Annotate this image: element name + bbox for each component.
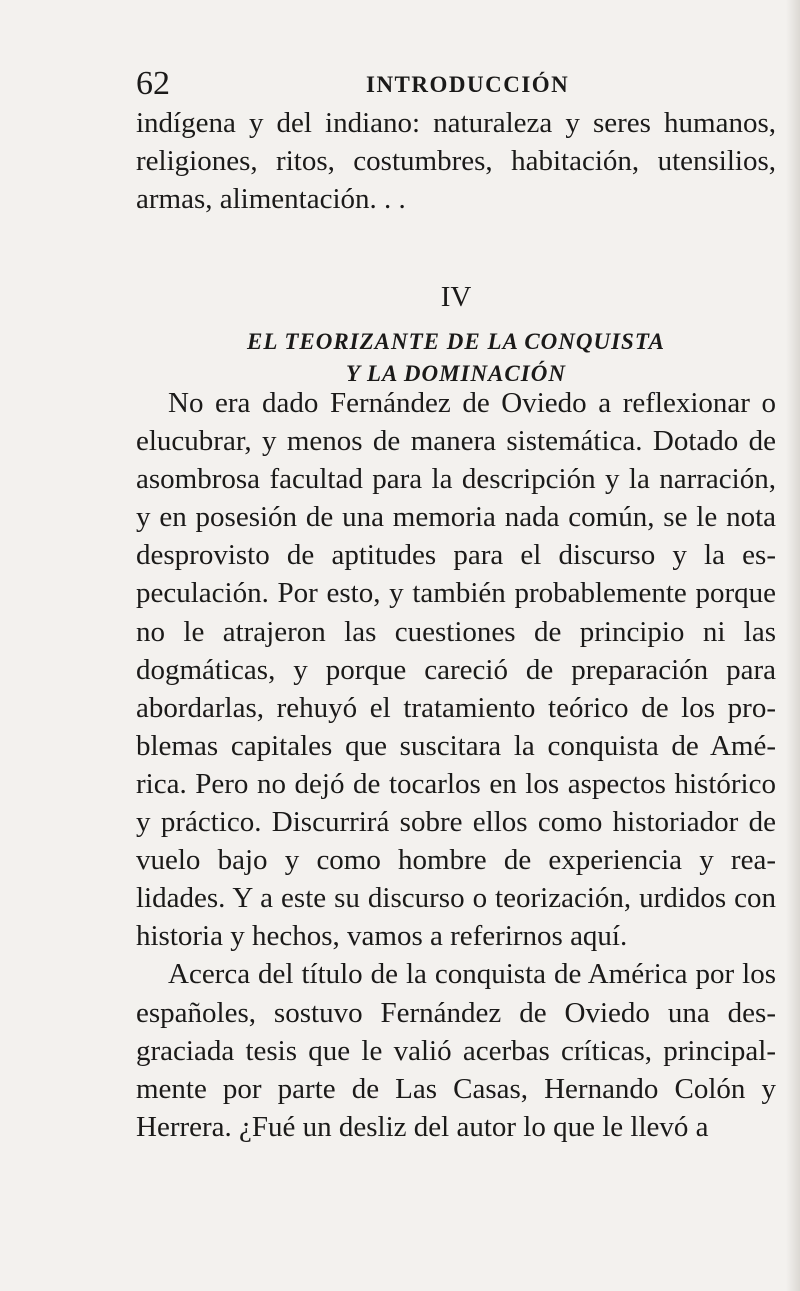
chapter-body bbox=[136, 384, 776, 1146]
intro-paragraph-block bbox=[136, 104, 776, 218]
body-paragraph-2: Acerca del título de la conquista de América por los españoles, sostuvo Fernández de Oviedo una desgraciada tesis que le valió acerbas críticas, principalmente por parte de Las Casas, Hernando Colón y Herrera. ¿Fué un desliz del autor lo que le llevó a bbox=[136, 958, 776, 1143]
intro-paragraph: indígena y del indiano: naturaleza y seres humanos, religiones, ritos, costumbres, habitación, utensilios, armas, alimentación. . . bbox=[136, 107, 776, 215]
chapter-title-line-2: Y LA DOMINACIÓN bbox=[346, 361, 566, 386]
chapter-title bbox=[136, 326, 776, 390]
body-paragraph-1: No era dado Fernández de Oviedo a reflexionar o elucubrar, y menos de manera sistemática. Dotado de asombrosa facultad para la descripción y la narración, y en posesión de una memoria nada común, se le nota desprovisto de aptitudes para el discurso y la especulación. Por esto, y también probablemente porque no le atrajeron las cuestiones de principio ni las dogmáticas, y porque careció de preparación para abordarlas, rehuyó el tratamiento teórico de los problemas capitales que suscitara la conquista de América. Pero no dejó de tocarlos en los aspectos histórico y práctico. Discurrirá sobre ellos como historiador de vuelo bajo y como hombre de experiencia y realidades. Y a este su discurso o teorización, urdidos con historia y hechos, vamos a referirnos aquí. bbox=[136, 387, 776, 953]
running-head bbox=[136, 62, 776, 106]
page-edge-shadow bbox=[786, 0, 800, 1291]
page-number: 62 bbox=[136, 65, 170, 102]
running-title: INTRODUCCIÓN bbox=[366, 72, 570, 97]
chapter-title-line-1: EL TEORIZANTE DE LA CONQUISTA bbox=[247, 329, 665, 354]
chapter-number: IV bbox=[440, 281, 472, 313]
